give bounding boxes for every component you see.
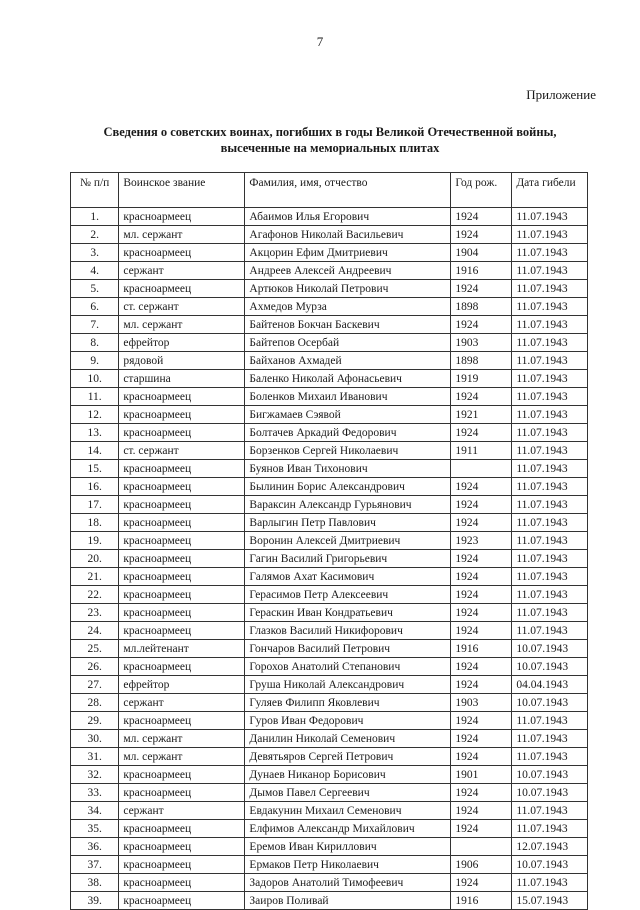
table-row: [71, 388, 588, 406]
table-row: [71, 856, 588, 874]
cell-number: 16.: [71, 478, 119, 496]
table-row: [71, 280, 588, 298]
cell-name: Агафонов Николай Васильевич: [245, 226, 451, 244]
table-row: [71, 406, 588, 424]
cell-name: Варлыгин Петр Павлович: [245, 514, 451, 532]
cell-name: Андреев Алексей Андреевич: [245, 262, 451, 280]
cell-name: Байтепов Осербай: [245, 334, 451, 352]
cell-birth-year: 1924: [451, 622, 512, 640]
table-row: [71, 712, 588, 730]
cell-name: Еремов Иван Кириллович: [245, 838, 451, 856]
header-death-date: Дата гибели: [512, 173, 588, 208]
cell-number: 14.: [71, 442, 119, 460]
cell-name: Девятьяров Сергей Петрович: [245, 748, 451, 766]
cell-birth-year: 1901: [451, 766, 512, 784]
cell-name: Ахмедов Мурза: [245, 298, 451, 316]
table-row: [71, 802, 588, 820]
cell-birth-year: 1924: [451, 874, 512, 892]
cell-rank: красноармеец: [119, 892, 245, 910]
cell-birth-year: 1921: [451, 406, 512, 424]
table-row: [71, 262, 588, 280]
cell-birth-year: 1919: [451, 370, 512, 388]
cell-number: 18.: [71, 514, 119, 532]
cell-death-date: 11.07.1943: [512, 568, 588, 586]
cell-birth-year: 1916: [451, 640, 512, 658]
cell-number: 37.: [71, 856, 119, 874]
cell-rank: красноармеец: [119, 856, 245, 874]
cell-birth-year: 1924: [451, 730, 512, 748]
cell-name: Елфимов Александр Михайлович: [245, 820, 451, 838]
cell-number: 38.: [71, 874, 119, 892]
cell-name: Абаимов Илья Егорович: [245, 208, 451, 226]
cell-name: Баленко Николай Афонасьевич: [245, 370, 451, 388]
cell-name: Гагин Василий Григорьевич: [245, 550, 451, 568]
cell-rank: красноармеец: [119, 658, 245, 676]
cell-birth-year: 1898: [451, 298, 512, 316]
table-row: [71, 892, 588, 910]
cell-number: 20.: [71, 550, 119, 568]
table-row: [71, 766, 588, 784]
cell-number: 2.: [71, 226, 119, 244]
cell-rank: мл. сержант: [119, 226, 245, 244]
cell-birth-year: 1916: [451, 892, 512, 910]
cell-rank: красноармеец: [119, 514, 245, 532]
cell-name: Былинин Борис Александрович: [245, 478, 451, 496]
cell-death-date: 11.07.1943: [512, 316, 588, 334]
cell-number: 10.: [71, 370, 119, 388]
table-row: [71, 208, 588, 226]
cell-name: Заиров Поливай: [245, 892, 451, 910]
cell-name: Акцорин Ефим Дмитриевич: [245, 244, 451, 262]
cell-rank: красноармеец: [119, 820, 245, 838]
cell-number: 13.: [71, 424, 119, 442]
cell-death-date: 11.07.1943: [512, 208, 588, 226]
memorial-table: [70, 172, 588, 910]
table-row: [71, 550, 588, 568]
cell-rank: мл. сержант: [119, 748, 245, 766]
cell-birth-year: 1903: [451, 334, 512, 352]
table-row: [71, 352, 588, 370]
cell-rank: красноармеец: [119, 208, 245, 226]
cell-birth-year: 1911: [451, 442, 512, 460]
cell-rank: красноармеец: [119, 712, 245, 730]
table-row: [71, 748, 588, 766]
table-row: [71, 676, 588, 694]
cell-rank: красноармеец: [119, 496, 245, 514]
cell-birth-year: 1924: [451, 478, 512, 496]
cell-rank: красноармеец: [119, 550, 245, 568]
cell-death-date: 11.07.1943: [512, 712, 588, 730]
table-row: [71, 244, 588, 262]
cell-name: Боленков Михаил Иванович: [245, 388, 451, 406]
table-row: [71, 298, 588, 316]
cell-rank: мл. сержант: [119, 316, 245, 334]
cell-rank: красноармеец: [119, 388, 245, 406]
cell-death-date: 11.07.1943: [512, 748, 588, 766]
cell-death-date: 10.07.1943: [512, 856, 588, 874]
cell-death-date: 04.04.1943: [512, 676, 588, 694]
cell-death-date: 11.07.1943: [512, 262, 588, 280]
cell-birth-year: 1924: [451, 748, 512, 766]
cell-rank: красноармеец: [119, 478, 245, 496]
cell-name: Байтенов Бокчан Баскевич: [245, 316, 451, 334]
cell-number: 34.: [71, 802, 119, 820]
table-header-row: [71, 173, 588, 208]
cell-rank: ефрейтор: [119, 676, 245, 694]
cell-birth-year: 1924: [451, 280, 512, 298]
cell-rank: красноармеец: [119, 460, 245, 478]
cell-name: Бигжамаев Сэявой: [245, 406, 451, 424]
cell-rank: мл. сержант: [119, 730, 245, 748]
cell-number: 15.: [71, 460, 119, 478]
cell-name: Воронин Алексей Дмитриевич: [245, 532, 451, 550]
cell-rank: красноармеец: [119, 424, 245, 442]
cell-number: 30.: [71, 730, 119, 748]
cell-death-date: 11.07.1943: [512, 298, 588, 316]
cell-death-date: 10.07.1943: [512, 694, 588, 712]
table-row: [71, 334, 588, 352]
cell-birth-year: 1924: [451, 226, 512, 244]
cell-number: 39.: [71, 892, 119, 910]
cell-death-date: 11.07.1943: [512, 424, 588, 442]
cell-rank: красноармеец: [119, 532, 245, 550]
cell-rank: красноармеец: [119, 784, 245, 802]
cell-number: 31.: [71, 748, 119, 766]
cell-number: 35.: [71, 820, 119, 838]
cell-name: Байханов Ахмадей: [245, 352, 451, 370]
cell-number: 25.: [71, 640, 119, 658]
cell-birth-year: 1924: [451, 388, 512, 406]
cell-number: 9.: [71, 352, 119, 370]
cell-rank: сержант: [119, 802, 245, 820]
cell-death-date: 11.07.1943: [512, 442, 588, 460]
cell-death-date: 11.07.1943: [512, 514, 588, 532]
cell-name: Гераскин Иван Кондратьевич: [245, 604, 451, 622]
table-row: [71, 532, 588, 550]
cell-number: 19.: [71, 532, 119, 550]
cell-birth-year: [451, 838, 512, 856]
cell-rank: красноармеец: [119, 874, 245, 892]
cell-birth-year: 1924: [451, 604, 512, 622]
table-row: [71, 820, 588, 838]
cell-death-date: 11.07.1943: [512, 622, 588, 640]
cell-death-date: 11.07.1943: [512, 478, 588, 496]
cell-name: Задоров Анатолий Тимофеевич: [245, 874, 451, 892]
cell-birth-year: 1924: [451, 496, 512, 514]
cell-rank: сержант: [119, 694, 245, 712]
cell-number: 5.: [71, 280, 119, 298]
cell-birth-year: [451, 460, 512, 478]
cell-rank: красноармеец: [119, 244, 245, 262]
cell-birth-year: 1903: [451, 694, 512, 712]
cell-number: 22.: [71, 586, 119, 604]
cell-birth-year: 1924: [451, 802, 512, 820]
cell-birth-year: 1898: [451, 352, 512, 370]
cell-birth-year: 1906: [451, 856, 512, 874]
cell-death-date: 11.07.1943: [512, 352, 588, 370]
header-name: Фамилия, имя, отчество: [245, 173, 451, 208]
cell-birth-year: 1923: [451, 532, 512, 550]
cell-death-date: 11.07.1943: [512, 244, 588, 262]
cell-death-date: 11.07.1943: [512, 874, 588, 892]
cell-rank: рядовой: [119, 352, 245, 370]
cell-number: 28.: [71, 694, 119, 712]
cell-rank: красноармеец: [119, 838, 245, 856]
cell-number: 4.: [71, 262, 119, 280]
cell-name: Болтачев Аркадий Федорович: [245, 424, 451, 442]
header-birth-year: Год рож.: [451, 173, 512, 208]
cell-death-date: 11.07.1943: [512, 226, 588, 244]
table-row: [71, 226, 588, 244]
header-number: № п/п: [71, 173, 119, 208]
cell-number: 24.: [71, 622, 119, 640]
cell-number: 33.: [71, 784, 119, 802]
cell-death-date: 10.07.1943: [512, 784, 588, 802]
cell-rank: ефрейтор: [119, 334, 245, 352]
cell-birth-year: 1904: [451, 244, 512, 262]
cell-death-date: 11.07.1943: [512, 604, 588, 622]
cell-death-date: 11.07.1943: [512, 460, 588, 478]
cell-rank: ст. сержант: [119, 442, 245, 460]
table-row: [71, 370, 588, 388]
appendix-label: Приложение: [526, 87, 596, 102]
cell-number: 32.: [71, 766, 119, 784]
cell-number: 6.: [71, 298, 119, 316]
cell-name: Вараксин Александр Гурьянович: [245, 496, 451, 514]
cell-name: Артюков Николай Петрович: [245, 280, 451, 298]
cell-number: 27.: [71, 676, 119, 694]
table-row: [71, 568, 588, 586]
cell-name: Горохов Анатолий Степанович: [245, 658, 451, 676]
cell-birth-year: 1924: [451, 514, 512, 532]
cell-birth-year: 1924: [451, 424, 512, 442]
title-line-1: Сведения о советских воинах, погибших в годы Великой Отечественной войны,: [103, 125, 557, 139]
table-row: [71, 316, 588, 334]
cell-birth-year: 1924: [451, 658, 512, 676]
cell-rank: старшина: [119, 370, 245, 388]
page-number: 7: [316, 34, 324, 49]
table-row: [71, 604, 588, 622]
cell-birth-year: 1924: [451, 568, 512, 586]
table-row: [71, 838, 588, 856]
cell-rank: красноармеец: [119, 586, 245, 604]
document-title: [40, 124, 620, 156]
cell-birth-year: 1924: [451, 316, 512, 334]
cell-rank: красноармеец: [119, 604, 245, 622]
cell-birth-year: 1924: [451, 208, 512, 226]
cell-name: Дымов Павел Сергеевич: [245, 784, 451, 802]
cell-death-date: 15.07.1943: [512, 892, 588, 910]
cell-birth-year: 1924: [451, 712, 512, 730]
cell-name: Груша Николай Александрович: [245, 676, 451, 694]
cell-death-date: 10.07.1943: [512, 766, 588, 784]
cell-number: 3.: [71, 244, 119, 262]
cell-rank: мл.лейтенант: [119, 640, 245, 658]
cell-name: Дунаев Никанор Борисович: [245, 766, 451, 784]
cell-death-date: 10.07.1943: [512, 658, 588, 676]
cell-number: 23.: [71, 604, 119, 622]
cell-rank: красноармеец: [119, 406, 245, 424]
cell-name: Герасимов Петр Алексеевич: [245, 586, 451, 604]
cell-number: 1.: [71, 208, 119, 226]
cell-name: Данилин Николай Семенович: [245, 730, 451, 748]
cell-rank: красноармеец: [119, 280, 245, 298]
table-row: [71, 640, 588, 658]
cell-death-date: 11.07.1943: [512, 370, 588, 388]
cell-birth-year: 1924: [451, 676, 512, 694]
table-row: [71, 694, 588, 712]
cell-death-date: 10.07.1943: [512, 640, 588, 658]
table-row: [71, 658, 588, 676]
cell-death-date: 11.07.1943: [512, 280, 588, 298]
cell-number: 12.: [71, 406, 119, 424]
cell-death-date: 11.07.1943: [512, 820, 588, 838]
cell-death-date: 11.07.1943: [512, 406, 588, 424]
cell-death-date: 11.07.1943: [512, 730, 588, 748]
cell-name: Глазков Василий Никифорович: [245, 622, 451, 640]
cell-death-date: 11.07.1943: [512, 586, 588, 604]
cell-number: 11.: [71, 388, 119, 406]
table-row: [71, 622, 588, 640]
cell-rank: красноармеец: [119, 622, 245, 640]
cell-number: 17.: [71, 496, 119, 514]
cell-number: 21.: [71, 568, 119, 586]
cell-number: 36.: [71, 838, 119, 856]
cell-name: Гончаров Василий Петрович: [245, 640, 451, 658]
cell-name: Гуляев Филипп Яковлевич: [245, 694, 451, 712]
cell-death-date: 11.07.1943: [512, 334, 588, 352]
cell-number: 7.: [71, 316, 119, 334]
table-body: [71, 208, 588, 910]
table-row: [71, 784, 588, 802]
title-line-2: высеченные на мемориальных плитах: [220, 141, 440, 155]
cell-rank: сержант: [119, 262, 245, 280]
table-row: [71, 730, 588, 748]
cell-rank: ст. сержант: [119, 298, 245, 316]
table-row: [71, 496, 588, 514]
table-row: [71, 874, 588, 892]
cell-rank: красноармеец: [119, 568, 245, 586]
cell-birth-year: 1924: [451, 820, 512, 838]
cell-name: Борзенков Сергей Николаевич: [245, 442, 451, 460]
cell-rank: красноармеец: [119, 766, 245, 784]
cell-death-date: 11.07.1943: [512, 496, 588, 514]
header-rank: Воинское звание: [119, 173, 245, 208]
table-row: [71, 424, 588, 442]
cell-birth-year: 1924: [451, 784, 512, 802]
cell-number: 26.: [71, 658, 119, 676]
cell-birth-year: 1924: [451, 550, 512, 568]
cell-death-date: 11.07.1943: [512, 802, 588, 820]
cell-name: Галямов Ахат Касимович: [245, 568, 451, 586]
cell-death-date: 11.07.1943: [512, 550, 588, 568]
table-row: [71, 460, 588, 478]
cell-death-date: 11.07.1943: [512, 388, 588, 406]
cell-name: Ермаков Петр Николаевич: [245, 856, 451, 874]
cell-birth-year: 1916: [451, 262, 512, 280]
table-row: [71, 442, 588, 460]
table-row: [71, 586, 588, 604]
cell-name: Гуров Иван Федорович: [245, 712, 451, 730]
cell-death-date: 12.07.1943: [512, 838, 588, 856]
cell-number: 8.: [71, 334, 119, 352]
table-row: [71, 514, 588, 532]
cell-death-date: 11.07.1943: [512, 532, 588, 550]
cell-name: Евдакунин Михаил Семенович: [245, 802, 451, 820]
cell-birth-year: 1924: [451, 586, 512, 604]
cell-name: Буянов Иван Тихонович: [245, 460, 451, 478]
table-row: [71, 478, 588, 496]
cell-number: 29.: [71, 712, 119, 730]
